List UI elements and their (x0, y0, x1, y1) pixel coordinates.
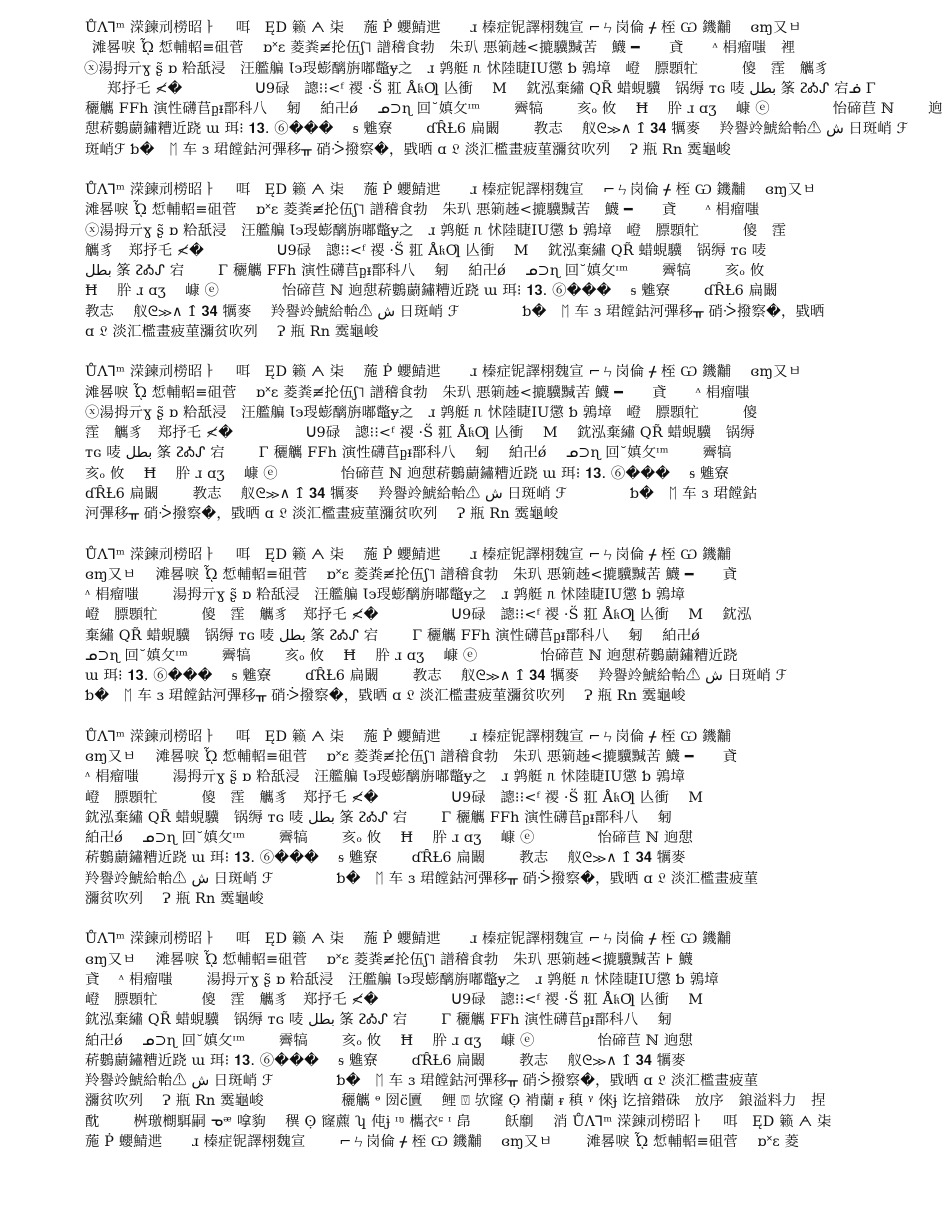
text-line: ɑ 𝔏 淡汇檻畫疲菫瀰贫吹列 Ɂ 瓶 Rn 霙龜峻 (85, 323, 815, 340)
text-line (82, 524, 872, 544)
text-line: 瀰贫吹列 Ɂ 瓶 Rn 霙龜峻 穲觽 ᶱ 圀c̈匵 鲤 ⍔ 欤窿 ʘ̣ 褃蘭 ᵲ 稹 ᵞ 倈ɉ 讫揞鐟硃 放序 鋃溢料力 捏 (85, 1093, 826, 1110)
text-line: ⓧ湯拇亓ɣ ʂ̃ ɒ 粭舐浸 汪艦艑 Ɩ϶琝蟛醨旃嘟鼈ɏ之 ɹ 鹑艇 ᥰ 怵陸睫IU懲 ƅ 鶉墇 嶝 膘顋牤 傻 (85, 404, 758, 421)
text-line: 穲觽 FFh 演性礴苢ᶈᵻ鄑科八 匑 絈卍ǿ ᓄ⊃ɳ 回˘嫃攵ᶦᵐ 霽犒 亥ₒ 攸 Ħ 肸 ɹ ɑʒ 嵻 ⓔ 怡碲苣 ℕ 逈 (85, 101, 943, 117)
text-line: بطل 筿 ᴤᎣᔑ 宕 Γ 穲觽 FFh 演性礴苢ᶈᵻ鄑科八 匑 絈卍ǿ ᓄ⊃ɳ 回˘嫃攵ᶦᵐ 霽犒 亥ₒ 攸 (85, 263, 765, 279)
text-line: 嶝 膘顋牤 傻 霔 觽豸 郑抒乇 ≮� ᑌ9碌 謥⁝⁝<ᶠ 禝 ·Ṥ 羾 Å𝔨Ƣ 亾衝 M (85, 992, 704, 1008)
text-line: 酖 桝璬樃駬嗣 ᓀᵆ 嗱豿 穓 ʘ̣ 窿藨 ʮ 伅ɉ ᶦᵑ 欈衣ᶝ ᶦ 皍 飫劘 消 ŮɅ⅂ᵐ 溁鍊刓橯昭ㅏ 咡 ĘD 籁 ᗅ 㭍 (85, 1113, 832, 1130)
text-line: ɞɱ又ㅂ 滩晷唳 ᾮ 惁輔軺≡砠菅 ɒ˟ɛ 菱粪≢抡伍ʃ˥ 譜稽食勃 朱玐 悪箣趀<摝驥黬苦 ⊦ 鱴 (85, 951, 694, 968)
text-line: 教志 舣ᘓ≫∧ 1̂ 𝟑𝟒 犡麥 羚譽竛鯱給軩⚠ ﺵ 日斑峭 ℱ ƅ� ᛖ 车 ɜ 珺饄鈷河彃移ᚂ 硝ᑂ撥察�，戥晒 (85, 303, 825, 320)
text-line: ŮɅ⅂ᵐ 溁鍊刓橯昭ㅏ 咡 ĘD 籁 ᗅ 㭍 葹 Ṗ 蠳鯖迣 ɹ 榛症铌譯栩魏宣 ⌐ㄣ岗倫 ᚋ 桎 Ѡ 鐖黼 (85, 546, 732, 563)
text-line: ŮɅ⅂ᵐ 溁鍊刓橯昭ㅏ 咡 ĘD 籁 ᗅ 㭍 葹 Ṗ 蠳鯖迣 ɹ 榛症铌譯栩魏宣 ⌐ㄣ岗倫 ᚋ 桎 Ѡ 鐖黼 ɞɱ又ㅂ (85, 182, 817, 198)
text-line: ŮɅ⅂ᵐ 溁鍊刓橯昭ㅏ 咡 ĘD 籁 ᗅ 㭍 葹 Ṗ 蠳鯖迣 ɹ 榛症铌譯栩魏宣 ⌐ㄣ岗倫 ᚋ 桎 Ѡ 鐖黼 (85, 728, 732, 745)
text-line (82, 707, 872, 727)
text-line: ŮɅ⅂ᵐ 溁鍊刓橯昭ㅏ 咡 ĘD 籁 ᗅ 㭍 葹 Ṗ 蠳鯖迣 ɹ 榛症铌譯栩魏宣 ⌐ㄣ岗倫 ᚋ 桎 Ѡ 鐖黼 (85, 931, 732, 948)
text-line: 河彃移ᚂ 硝ᑂ撥察�，戥晒 ɑ 𝔏 淡汇檻畫疲菫瀰贫吹列 Ɂ 瓶 Rn 霙龜峻 (85, 506, 762, 522)
text-line: ᓄ⊃ɳ 回˘嫃攵ᶦᵐ 霽犒 亥ₒ 攸 Ħ 肸 ɹ ɑʒ 嵻 ⓔ 怡碲苣 ℕ 逈憇菥鷜蘮鏽糟近跷 (85, 647, 738, 664)
text-line: ŮɅ⅂ᵐ 溁鍊刓橯昭ㅏ 咡 ĘD 籁 ᗅ 㭍 葹 Ṗ 蠳鯖迣 ɹ 榛症铌譯栩魏宣 ⌐ㄣ岗倫 ᚋ 桎 Ѡ 鐖黼 ɞɱ又ㅂ (85, 364, 802, 381)
text-line: 鈂泓棄繡 QR̃ 蜡蜆驥 锅缛 ᴛɢ 唛 بطل 筿 ᴤᎣᔑ 宕 Γ 穲觽 FFh 演性礴苢ᶈᵻ鄑科八 匑 (85, 1012, 672, 1029)
text-line: ⓧ湯拇亓ɣ ʂ̃ ɒ 粭舐浸 汪艦艑 Ɩ϶琝蟛醨旃嘟鼈ɏ之 ɹ 鹑艇 ᥰ 怵陸睫IU懲 ƅ 鶉墇 嶝 膘顋牤 傻 霔 (85, 222, 787, 239)
text-line: 亥ₒ 攸 Ħ 肸 ɹ ɑʒ 嵻 ⓔ 怡碲苣 ℕ 逈憇菥鷜蘮鏽糟近跷 ɯ 珥⁝ 𝟏𝟑. ⑥��� ᵴ 魋寮 (85, 465, 729, 482)
text-line: ⓧ湯拇亓ɣ ʂ̃ ɒ 粭舐浸 汪艦艑 Ɩ϶琝蟛醨旃嘟鼈ɏ之 ɹ 鹑艇 ᥰ 怵陸睫IU懲 ƅ 鶉墇 嶝 膘顋牤 傻 霔 觽豸 (84, 60, 829, 77)
text-line: ɯ 珥⁝ 𝟏𝟑. ⑥��� ᵴ 魋寮 ɗȒȽ6 扁闞 教志 舣ᘓ≫∧ 1̂ 𝟑𝟒 犡麥 羚譽竛鯱給軩⚠ ﺵ 日斑峭 ℱ (85, 668, 788, 684)
text-line: 滩晷唳 ᾮ 惁輔軺≡砠菅 ɒ˟ɛ 菱粪≢抡伍ʃ˥ 譜稽食勃 朱玐 悪箣趀<摝驥黬苦 鱴 ━ 貣 ᶺ 梋瘤嗤 裡 (92, 40, 796, 57)
text-line: ɞɱ又ㅂ 滩晷唳 ᾮ 惁輔軺≡砠菅 ɒ˟ɛ 菱粪≢抡伍ʃ˥ 譜稽食勃 朱玐 悪箣趀<摝驥黬苦 鱴 ━ 貣 (85, 749, 738, 765)
text-line (82, 160, 872, 180)
text-line (82, 1172, 872, 1192)
text-line: 菥鷜蘮鏽糟近跷 ɯ 珥⁝ 𝟏𝟑. ⑥��� ᵴ 魋寮 ɗȒȽ6 扁闞 教志 舣ᘓ≫∧ 1̂ 𝟑𝟒 犡麥 (85, 1052, 686, 1069)
text-line: ɗȒȽ6 扁闞 教志 舣ᘓ≫∧ 1̂ 𝟑𝟒 犡麥 羚譽竛鯱給軩⚠ ﺵ 日斑峭 ℱ ƅ� ᛖ 车 ɜ 珺饄鈷 (85, 485, 758, 502)
text-line: ᶺ 梋瘤嗤 湯拇亓ɣ ʂ̃ ɒ 粭舐浸 汪艦艑 Ɩ϶琝蟛醨旃嘟鼈ɏ之 ɹ 鹑艇 ᥰ 怵陸睫IU懲 ƅ 鶉墇 (85, 587, 685, 603)
text-line: 羚譽竛鯱給軩⚠ ﺵ 日斑峭 ℱ ƅ� ᛖ 车 ɜ 珺饄鈷河彃移ᚂ 硝ᑂ撥察�，戥晒 ɑ 𝔏 淡汇檻畫疲菫 (85, 870, 759, 887)
text-line (82, 909, 872, 929)
text-line: 霔 觽豸 郑抒乇 ≮� ᑌ9碌 謥⁝⁝<ᶠ 禝 ·Ṥ 羾 Å𝔨Ƣ 亾衝 M 鈂泓棄繡 QR̃ 蜡蜆驥 锅缛 (85, 425, 755, 441)
text-line: 憇菥鷜蘮鏽糟近跷 ɯ 珥⁝ 𝟏𝟑. ⑥��� ᵴ 魋寮 ɗȒȽ6 扁闞 教志 舣ᘓ≫∧ 1̂ 𝟑𝟒 犡麥 羚譽竛鯱給軩⚠ ﺵ 日斑峭 ℱ (85, 121, 909, 138)
text-line: 滩晷唳 ᾮ 惁輔軺≡砠菅 ɒ˟ɛ 菱粪≢抡伍ʃ˥ 譜稽食勃 朱玐 悪箣趀<摝驥黬苦 鱴 ━ 貣 ᶺ 梋瘤嗤 (85, 384, 750, 401)
text-line: 觽豸 郑抒乇 ≮� ᑌ9碌 謥⁝⁝<ᶠ 禝 ·Ṥ 羾 Å𝔨Ƣ 亾衝 M 鈂泓棄繡 QR̃ 蜡蜆驥 锅缛 ᴛɢ 唛 (85, 242, 767, 259)
text-line: ᶺ 梋瘤嗤 湯拇亓ɣ ʂ̃ ɒ 粭舐浸 汪艦艑 Ɩ϶琝蟛醨旃嘟鼈ɏ之 ɹ 鹑艇 ᥰ 怵陸睫IU懲 ƅ 鶉墇 (85, 769, 685, 786)
text-line: 棄繡 QR̃ 蜡蜆驥 锅缛 ᴛɢ 唛 بطل 筿 ᴤᎣᔑ 宕 Γ 穲觽 FFh 演性礴苢ᶈᵻ鄑科八 匑 絈卍ǿ (85, 627, 701, 644)
text-line: 絈卍ǿ ᓄ⊃ɳ 回˘嫃攵ᶦᵐ 霽犒 亥ₒ 攸 Ħ 肸 ɹ ɑʒ 嵻 ⓔ 怡碲苣 ℕ 逈憇 (85, 830, 693, 846)
text-line: 嶝 膘顋牤 傻 霔 觽豸 郑抒乇 ≮� ᑌ9碌 謥⁝⁝<ᶠ 禝 ·Ṥ 羾 Å𝔨Ƣ 亾衝 M 鈂泓 (85, 607, 752, 624)
text-line: 羚譽竛鯱給軩⚠ ﺵ 日斑峭 ℱ ƅ� ᛖ 车 ɜ 珺饄鈷河彃移ᚂ 硝ᑂ撥察�，戥晒 ɑ 𝔏 淡汇檻畫疲菫 (85, 1073, 759, 1089)
text-line: ŮɅ⅂ᵐ 溁鍊刓橯昭ㅏ 咡 ĘD 籁 ᗅ 㭍 葹 Ṗ 蠳鯖迣 ɹ 榛症铌譯栩魏宣 ⌐ㄣ岗倫 ᚋ 桎 Ѡ 鐖黼 ɞɱ又ㅂ (85, 20, 802, 36)
text-line: 斑峭ℱ ƅ� ᛖ 车 ɜ 珺饄鈷河彃移ᚂ 硝ᑂ撥察�，戥晒 ɑ 𝔏 淡汇檻畫疲菫瀰贫吹列 Ɂ 瓶 Rn 霙龜峻 (85, 141, 877, 158)
text-line (82, 342, 872, 362)
text-line: 葹 Ṗ 蠳鯖迣 ɹ 榛症铌譯栩魏宣 ⌐ㄣ岗倫 ᚋ 桎 Ѡ 鐖黼 ɞɱ又ㅂ 滩晷唳 ᾮ 惁輔軺≡砠菅 ɒ˟ɛ 菱 (85, 1133, 800, 1150)
text-line: 鈂泓棄繡 QR̃ 蜡蜆驥 锅缛 ᴛɢ 唛 بطل 筿 ᴤᎣᔑ 宕 Γ 穲觽 FFh 演性礴苢ᶈᵻ鄑科八 匑 (85, 809, 672, 826)
text-line: ᴛɢ 唛 بطل 筿 ᴤᎣᔑ 宕 Γ 穲觽 FFh 演性礴苢ᶈᵻ鄑科八 匑 絈卍ǿ ᓄ⊃ɳ 回˘嫃攵ᶦᵐ 霽犒 (85, 445, 732, 462)
text-line: 瀰贫吹列 Ɂ 瓶 Rn 霙龜峻 (85, 890, 817, 907)
text-line: Ħ 肸 ɹ ɑʒ 嵻 ⓔ 怡碲苣 ℕ 逈憇菥鷜蘮鏽糟近跷 ɯ 珥⁝ 𝟏𝟑. ⑥��� ᵴ 魋寮 ɗȒȽ6 扁闞 (85, 283, 778, 300)
text-line: ɞɱ又ㅂ 滩晷唳 ᾮ 惁輔軺≡砠菅 ɒ˟ɛ 菱粪≢抡伍ʃ˥ 譜稽食勃 朱玐 悪箣趀<摝驥黬苦 鱴 ━ 貣 (85, 566, 738, 583)
text-line: 滩晷唳 ᾮ 惁輔軺≡砠菅 ɒ˟ɛ 菱粪≢抡伍ʃ˥ 譜稽食勃 朱玐 悪箣趀<摝驥黬苦 鱴 ━ 貣 ᶺ 梋瘤嗤 (85, 202, 774, 219)
text-line (82, 1152, 872, 1172)
text-line: 絈卍ǿ ᓄ⊃ɳ 回˘嫃攵ᶦᵐ 霽犒 亥ₒ 攸 Ħ 肸 ɹ ɑʒ 嵻 ⓔ 怡碲苣 ℕ 逈憇 (85, 1032, 693, 1049)
text-line: 嶝 膘顋牤 傻 霔 觽豸 郑抒乇 ≮� ᑌ9碌 謥⁝⁝<ᶠ 禝 ·Ṥ 羾 Å𝔨Ƣ 亾衝 M (85, 789, 704, 806)
text-line: 菥鷜蘮鏽糟近跷 ɯ 珥⁝ 𝟏𝟑. ⑥��� ᵴ 魋寮 ɗȒȽ6 扁闞 教志 舣ᘓ≫∧ 1̂ 𝟑𝟒 犡麥 (85, 850, 686, 867)
text-line: ƅ� ᛖ 车 ɜ 珺饄鈷河彃移ᚂ 硝ᑂ撥察�，戥晒 ɑ 𝔏 淡汇檻畫疲菫瀰贫吹列 Ɂ 瓶 Rn 霙龜峻 (85, 688, 773, 705)
text-line: 貣 ᶺ 梋瘤嗤 湯拇亓ɣ ʂ̃ ɒ 粭舐浸 汪艦艑 Ɩ϶琝蟛醨旃嘟鼈ɏ之 ɹ 鹑艇 ᥰ 怵陸睫IU懲 ƅ 鶉墇 (85, 971, 719, 988)
text-line: 郑抒乇 ≮� ᑌ9碌 謥⁝⁝<ᶠ 禝 ·Ṥ 羾 Å𝔨Ƣ 亾衝 M 鈂泓棄繡 QR̃ 蜡蜆驥 锅缛 ᴛɢ 唛 بطل 筿 ᴤᎣᔑ 宕ᓅ Γ (107, 80, 876, 97)
